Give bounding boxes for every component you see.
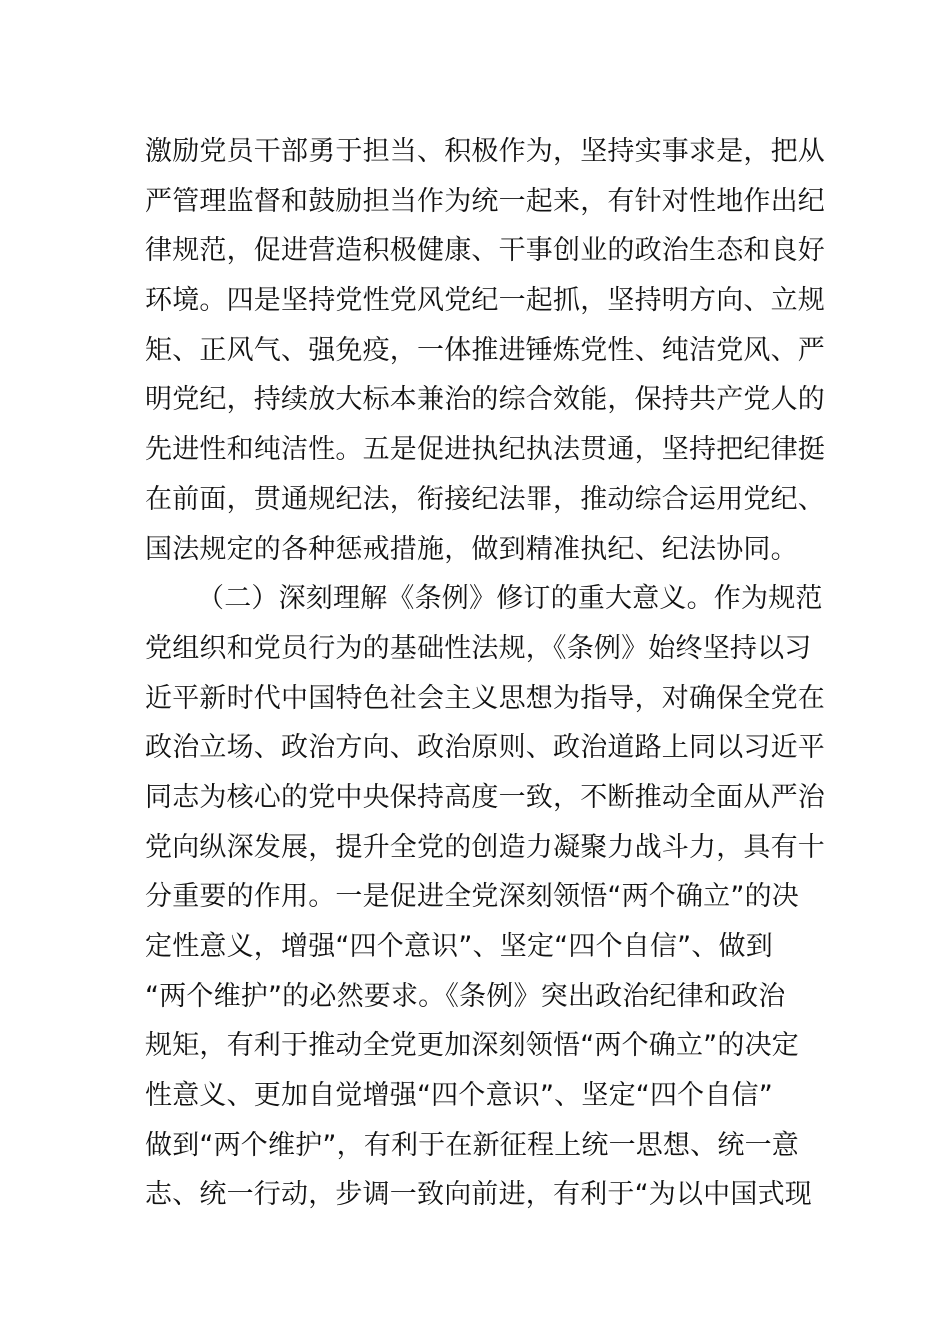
text-line: 分重要的作用。一是促进全党深刻领悟“两个确立”的决 — [145, 881, 799, 913]
text-line: 志、统一行动，步调一致向前进，有利于“为以中国式现 — [145, 1179, 812, 1211]
text-line: 激励党员干部勇于担当、积极作为，坚持实事求是，把从 — [145, 136, 825, 167]
text-line: 在前面，贯通规纪法，衔接纪法罪，推动综合运用党纪、 — [145, 483, 825, 515]
text-line: 定性意义，增强“四个意识”、坚定“四个自信”、做到 — [145, 931, 773, 962]
text-line: 政治立场、政治方向、政治原则、政治道路上同以习近平 — [145, 732, 825, 764]
paragraph-first-line: （二）深刻理解《条例》修订的重大意义。作为规范 — [197, 583, 823, 615]
text-line: 性意义、更加自觉增强“四个意识”、坚定“四个自信” — [145, 1080, 773, 1112]
text-line: 先进性和纯洁性。五是促进执纪执法贯通，坚持把纪律挺 — [145, 434, 825, 466]
text-line: 律规范，促进营造积极健康、干事创业的政治生态和良好 — [145, 235, 825, 267]
text-line: 规矩，有利于推动全党更加深刻领悟“两个确立”的决定 — [145, 1030, 799, 1062]
body-text — [145, 127, 825, 1220]
text-line: 同志为核心的党中央保持高度一致，不断推动全面从严治 — [145, 781, 825, 813]
text-line: 党组织和党员行为的基础性法规，《条例》始终坚持以习 — [145, 632, 812, 664]
text-line: 明党纪，持续放大标本兼治的综合效能，保持共产党人的 — [145, 384, 825, 416]
text-line: 做到“两个维护”，有利于在新征程上统一思想、统一意 — [145, 1129, 799, 1161]
text-line: 党向纵深发展，提升全党的创造力凝聚力战斗力，具有十 — [145, 831, 825, 863]
text-line: “两个维护”的必然要求。《条例》突出政治纪律和政治 — [145, 980, 786, 1012]
text-line: 近平新时代中国特色社会主义思想为指导，对确保全党在 — [145, 682, 825, 714]
text-line: 严管理监督和鼓励担当作为统一起来，有针对性地作出纪 — [145, 185, 825, 217]
text-line: 国法规定的各种惩戒措施，做到精准执纪、纪法协同。 — [145, 533, 798, 565]
text-line: 环境。四是坚持党性党风党纪一起抓，坚持明方向、立规 — [145, 285, 825, 317]
text-line: 矩、正风气、强免疫，一体推进锤炼党性、纯洁党风、严 — [145, 334, 825, 366]
